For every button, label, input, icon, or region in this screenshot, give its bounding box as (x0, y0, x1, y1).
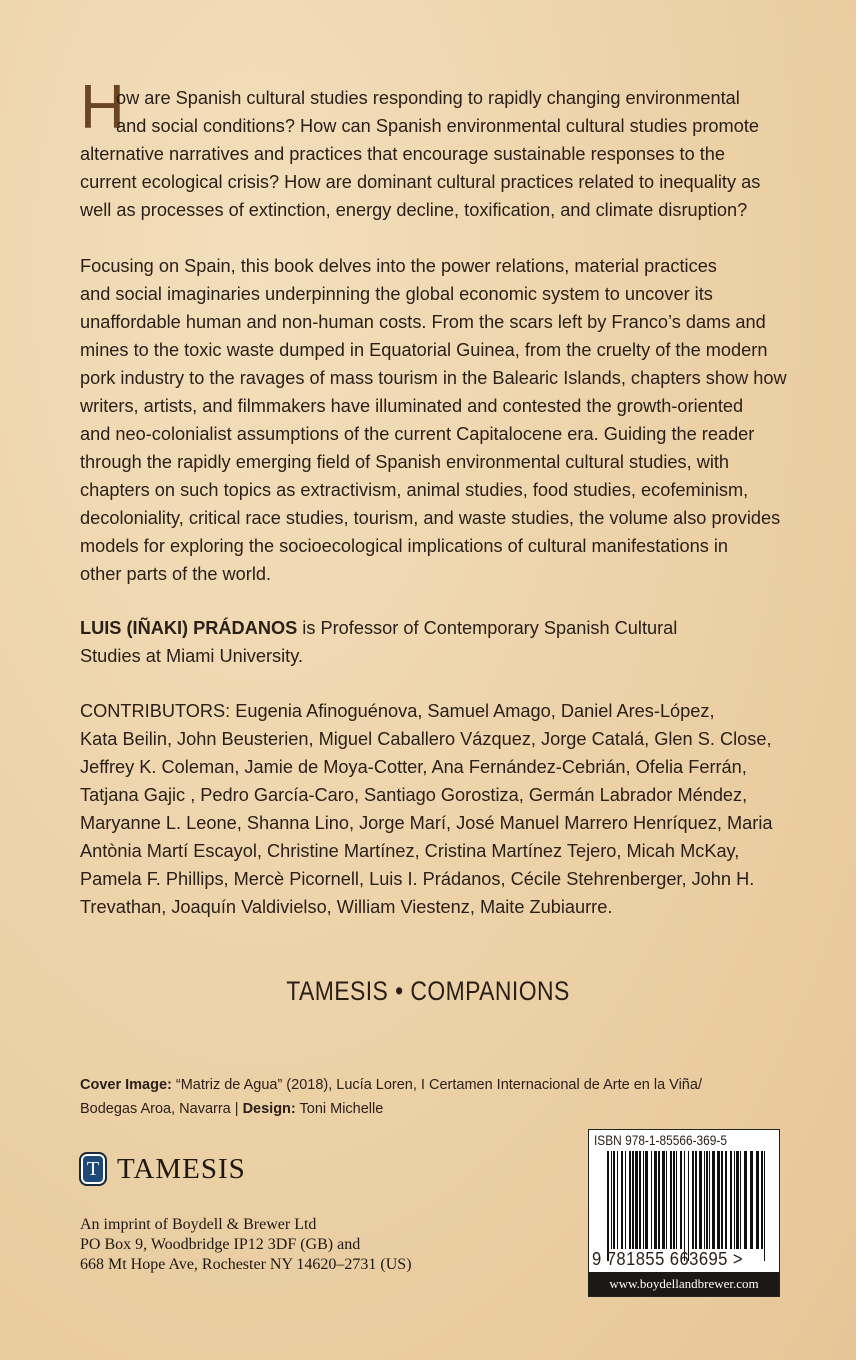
design-label: Design: (242, 1101, 296, 1117)
barcode-bar (730, 1151, 732, 1249)
barcode-bar (734, 1151, 735, 1249)
barcode-bar (744, 1151, 747, 1249)
barcode-bar (632, 1151, 634, 1249)
barcode-bar (676, 1151, 677, 1249)
text-line: An imprint of Boydell & Brewer Ltd (80, 1216, 317, 1233)
barcode-bar (662, 1151, 665, 1249)
isbn-text: ISBN 978-1-85566-369-5 (594, 1132, 727, 1148)
barcode-bar (645, 1151, 648, 1249)
contributors-list (80, 697, 773, 921)
cover-image-text: “Matriz de Agua” (2018), Lucía Loren, I Certamen Internacional de Arte en la Viña/ (171, 1077, 702, 1093)
text-line: Pamela F. Phillips, Mercè Picornell, Luis I. Prádanos, Cécile Stehrenberger, John H. (80, 869, 755, 889)
text-line: decoloniality, critical race studies, tourism, and waste studies, the volume also provides (80, 508, 781, 528)
text-line: models for exploring the socioecological implications of cultural manifestations in (80, 536, 729, 556)
text-line: chapters on such topics as extractivism, animal studies, food studies, ecofeminism, (80, 480, 749, 500)
intro-paragraph (80, 84, 760, 224)
barcode-bar (709, 1151, 710, 1249)
barcode-bar (629, 1151, 631, 1249)
barcode-bar (658, 1151, 660, 1249)
barcode-bar (712, 1151, 715, 1249)
text-line: Bodegas Aroa, Navarra | (80, 1101, 243, 1117)
barcode-bar (639, 1151, 641, 1249)
barcode-bar (740, 1151, 741, 1249)
barcode-bar (625, 1151, 626, 1249)
contributors-label: CONTRIBUTORS: (80, 701, 231, 721)
barcode-bar (721, 1151, 723, 1249)
tamesis-shield-icon: T (79, 1152, 107, 1186)
text-line: ow are Spanish cultural studies responding to rapidly changing environmental (116, 88, 740, 108)
barcode-bar (725, 1151, 727, 1249)
text-line: other parts of the world. (80, 564, 272, 584)
barcode-bar (717, 1151, 720, 1249)
text-line: Focusing on Spain, this book delves into the power relations, material practices (80, 256, 717, 276)
text-line: unaffordable human and non-human costs. From the scars left by Franco’s dams and (80, 312, 766, 332)
text-line: current ecological crisis? How are dominant cultural practices related to inequality as (80, 172, 761, 192)
author-bio (80, 614, 677, 670)
description-paragraph (80, 252, 787, 588)
text-line: Maryanne L. Leone, Shanna Lino, Jorge Marí, José Manuel Marrero Henríquez, Maria (80, 813, 773, 833)
publisher-url: www.boydellandbrewer.com (589, 1272, 779, 1296)
design-text: Toni Michelle (295, 1101, 384, 1117)
drop-cap: H (80, 73, 125, 142)
barcode-bar (611, 1151, 612, 1249)
text-line: and neo-colonialist assumptions of the current Capitalocene era. Guiding the reader (80, 424, 755, 444)
barcode-bar (651, 1151, 652, 1249)
barcode-bar (736, 1151, 739, 1249)
barcode-bar (704, 1151, 705, 1249)
text-line: Jeffrey K. Coleman, Jamie de Moya-Cotter, Ana Fernández-Cebrián, Ofelia Ferrán, (80, 757, 747, 777)
barcode-bar (761, 1151, 763, 1249)
cover-credit (80, 1073, 702, 1121)
barcode-bar (688, 1151, 689, 1261)
author-name: LUIS (IÑAKI) PRÁDANOS (80, 618, 298, 638)
text-line: Eugenia Afinoguénova, Samuel Amago, Daniel Ares-López, (230, 701, 715, 721)
text-line: Studies at Miami University. (80, 646, 304, 666)
text-line: Antònia Martí Escayol, Christine Martínez, Cristina Martínez Tejero, Micah McKay, (80, 841, 740, 861)
text-line: pork industry to the ravages of mass tourism in the Balearic Islands, chapters show how (80, 368, 787, 388)
barcode-bar (635, 1151, 638, 1249)
barcode-bar (764, 1151, 765, 1261)
text-line: Kata Beilin, John Beusterien, Miguel Caballero Vázquez, Jorge Catalá, Glen S. Close, (80, 729, 772, 749)
barcode-bar (670, 1151, 672, 1249)
isbn-barcode (588, 1129, 780, 1297)
barcode-bar (680, 1151, 682, 1249)
barcode-bar (621, 1151, 623, 1249)
tamesis-logo (79, 1152, 246, 1186)
series-title: TAMESIS • COMPANIONS (286, 976, 570, 1006)
text-line: Tatjana Gajic , Pedro García-Caro, Santiago Gorostiza, Germán Labrador Méndez, (80, 785, 748, 805)
text-line: writers, artists, and filmmakers have illuminated and contested the growth-oriented (80, 396, 744, 416)
text-line: through the rapidly emerging field of Spanish environmental cultural studies, with (80, 452, 730, 472)
barcode-bar (756, 1151, 759, 1249)
text-line: is Professor of Contemporary Spanish Cultural (297, 618, 678, 638)
text-line: and social imaginaries underpinning the global economic system to uncover its (80, 284, 713, 304)
publisher-address (80, 1215, 412, 1275)
barcode-digits: 9 781855 663695 > (592, 1249, 744, 1269)
barcode-bar (643, 1151, 644, 1249)
barcode-bar (684, 1151, 685, 1261)
text-line: PO Box 9, Woodbridge IP12 3DF (GB) and (80, 1236, 361, 1253)
text-line: well as processes of extinction, energy decline, toxification, and climate disruption? (80, 200, 748, 220)
barcode-bars (607, 1151, 772, 1261)
barcode-bar (666, 1151, 667, 1249)
cover-image-label: Cover Image: (80, 1077, 172, 1093)
barcode-bar (654, 1151, 657, 1249)
text-line: 668 Mt Hope Ave, Rochester NY 14620–2731 (US) (80, 1256, 412, 1273)
barcode-bar (699, 1151, 702, 1249)
barcode-bar (617, 1151, 618, 1249)
barcode-bar (706, 1151, 708, 1249)
barcode-bar (613, 1151, 615, 1249)
barcode-bar (750, 1151, 753, 1249)
barcode-bar (607, 1151, 609, 1261)
publisher-name: TAMESIS (117, 1152, 246, 1185)
barcode-bar (692, 1151, 694, 1249)
barcode-bar (673, 1151, 675, 1249)
text-line: mines to the toxic waste dumped in Equatorial Guinea, from the cruelty of the modern (80, 340, 768, 360)
barcode-bar (695, 1151, 697, 1249)
text-line: and social conditions? How can Spanish environmental cultural studies promote (116, 116, 759, 136)
text-line: Trevathan, Joaquín Valdivielso, William Viestenz, Maite Zubiaurre. (80, 897, 613, 917)
text-line: alternative narratives and practices that encourage sustainable responses to the (80, 144, 726, 164)
